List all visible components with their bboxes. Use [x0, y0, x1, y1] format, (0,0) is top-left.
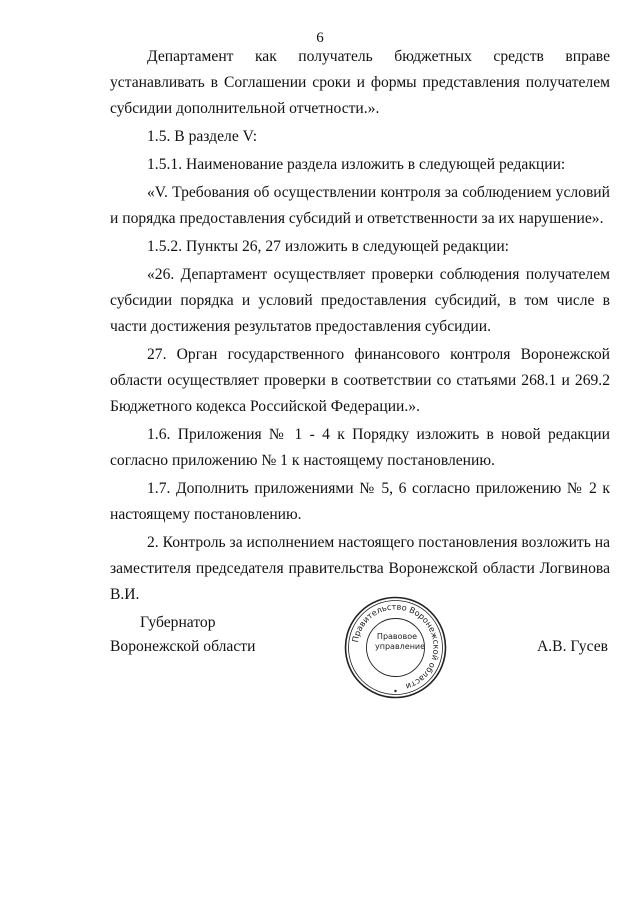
seal-center-line1: Правовое	[376, 632, 418, 641]
signatory-title	[110, 611, 255, 659]
signatory-name: А.В. Гусев	[537, 638, 608, 655]
signatory-title-line2: Воронежской области	[110, 638, 256, 655]
paragraph-section-v-title: «V. Требования об осуществлении контроля за соблюдением условий и порядка предоставления субсидий и ответственности за их нарушение».	[110, 184, 610, 227]
paragraph-1-5-2: 1.5.2. Пункты 26, 27 изложить в следующей редакции:	[147, 238, 510, 255]
seal-ring-text: Правительство Воронежской области	[349, 601, 442, 692]
signature-block	[0, 601, 640, 701]
paragraph-1-7: 1.7. Дополнить приложениями № 5, 6 согласно приложению № 2 к настоящему постановлению.	[110, 480, 610, 523]
paragraph-1-6: 1.6. Приложения № 1 - 4 к Порядку изложить в новой редакции согласно приложению № 1 к настоящему постановлению.	[110, 426, 610, 469]
page-number: 6	[316, 30, 324, 46]
official-seal	[343, 595, 448, 700]
paragraph-1-5: 1.5. В разделе V:	[147, 128, 258, 145]
paragraph-reporting: Департамент как получатель бюджетных средств вправе устанавливать в Соглашении сроки и формы представления получателем субсидии дополнительной отчетности.».	[110, 48, 610, 117]
paragraph-item-26: «26. Департамент осуществляет проверки соблюдения получателем субсидии порядка и условий предоставления субсидий, в том числе в части достижения результатов предоставления субсидии.	[110, 266, 610, 335]
seal-center-line2: управление	[375, 642, 426, 651]
paragraph-item-27: 27. Орган государственного финансового контроля Воронежской области осуществляет проверки в соответствии со статьями 268.1 и 269.2 Бюджетного кодекса Российской Федерации.».	[110, 346, 610, 415]
paragraph-2-control: 2. Контроль за исполнением настоящего постановления возложить на заместителя председателя правительства Воронежской области Логвинова В.И.	[110, 534, 611, 603]
seal-center-text	[375, 632, 426, 652]
paragraph-1-5-1: 1.5.1. Наименование раздела изложить в следующей редакции:	[147, 156, 566, 173]
signatory-title-line1: Губернатор	[140, 614, 216, 631]
document-body	[110, 44, 610, 608]
